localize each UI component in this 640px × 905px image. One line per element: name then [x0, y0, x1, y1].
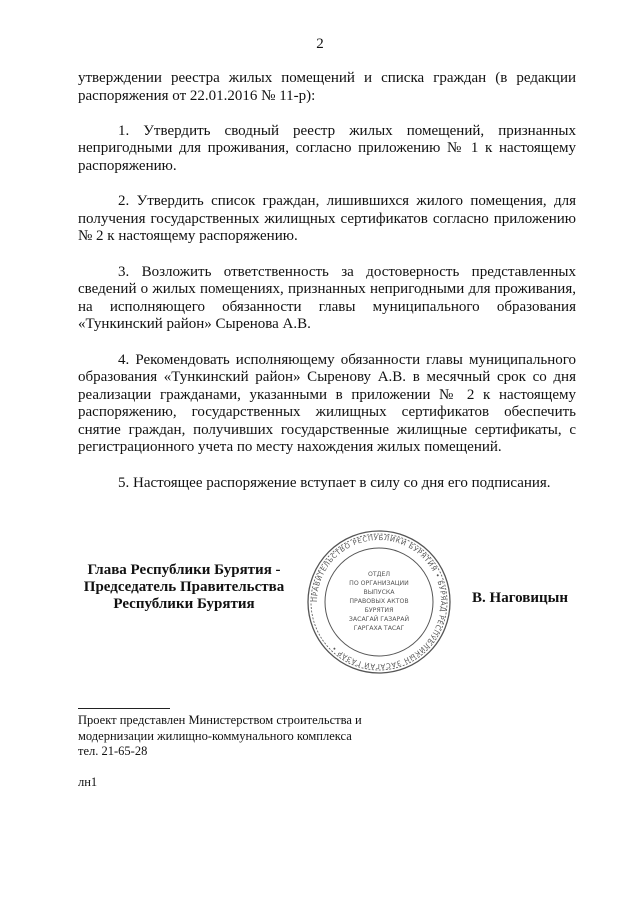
signatory-title: [78, 562, 290, 613]
signatory-title-line: Глава Республики Бурятия -: [87, 562, 281, 578]
stamp-line: ВЫПУСКА: [363, 589, 395, 596]
paragraph-item-2: 2. Утвердить список граждан, лишившихся жилого помещения, для получения государственных жилищных сертификатов согласно приложению № 2 к настоящему распоряжению.: [78, 193, 576, 245]
paragraph-item-1: 1. Утвердить сводный реестр жилых помещений, признанных непригодными для проживания, согласно приложению № 1 к настоящему распоряжению.: [78, 122, 576, 174]
footnote-line: тел. 21-65-28: [78, 744, 148, 758]
svg-text:ПРАВИТЕЛЬСТВО РЕСПУБЛИКИ БУРЯТ: ПРАВИТЕЛЬСТВО РЕСПУБЛИКИ БУРЯТИЯ • БУРЯАД РЕСПУБЛИКЫН ЗАСАГАЙ ГАЗАР •: [310, 533, 448, 671]
stamp-line: ГАРГАХА ТАСАГ: [353, 625, 405, 632]
stamp-line: БУРЯТИЯ: [364, 607, 394, 614]
stamp-line: ПО ОРГАНИЗАЦИИ: [349, 580, 409, 587]
paragraph-item-3: 3. Возложить ответственность за достоверность представленных сведений о жилых помещениях, признанных непригодными для проживания, на исполняющего обязанности главы муниципального образования «Тункинский район» Сыренова А.В.: [78, 263, 576, 333]
official-stamp-icon: [304, 527, 454, 677]
footnote-line: модернизации жилищно-коммунального комплекса: [78, 728, 352, 743]
signatory-title-line: Республики Бурятия: [113, 596, 255, 612]
signatory-name: В. Наговицын: [472, 590, 568, 606]
paragraph-intro: утверждении реестра жилых помещений и списка граждан (в редакции распоряжения от 22.01.2016 № 11-р):: [78, 70, 576, 104]
paragraph-item-5: 5. Настоящее распоряжение вступает в силу со дня его подписания.: [118, 474, 551, 491]
stamp-line: ЗАСАГАЙ ГАЗАРАЙ: [348, 616, 410, 623]
footnote-line: Проект представлен Министерством строительства и: [78, 713, 362, 727]
footnote-divider: [78, 708, 170, 709]
stamp-line: ПРАВОВЫХ АКТОВ: [349, 598, 409, 605]
signatory-title-line: Председатель Правительства: [83, 579, 285, 595]
paragraph-item-4: 4. Рекомендовать исполняющему обязанности главы муниципального образования «Тункинский район» Сыренову А.В. в месячный срок со дня реализации гражданами, указанными в приложении № 2 к настоящему распоряжению, государственных жилищных сертификатов обеспечить снятие граждан, получивших государственные жилищные сертификаты, с регистрационного учета по месту нахождения жилых помещений.: [78, 351, 576, 456]
stamp-line: ОТДЕЛ: [367, 571, 391, 578]
page-number: 2: [316, 36, 324, 52]
document-code: лн1: [78, 775, 98, 789]
footnote: [78, 713, 362, 760]
document-body: [78, 70, 576, 492]
